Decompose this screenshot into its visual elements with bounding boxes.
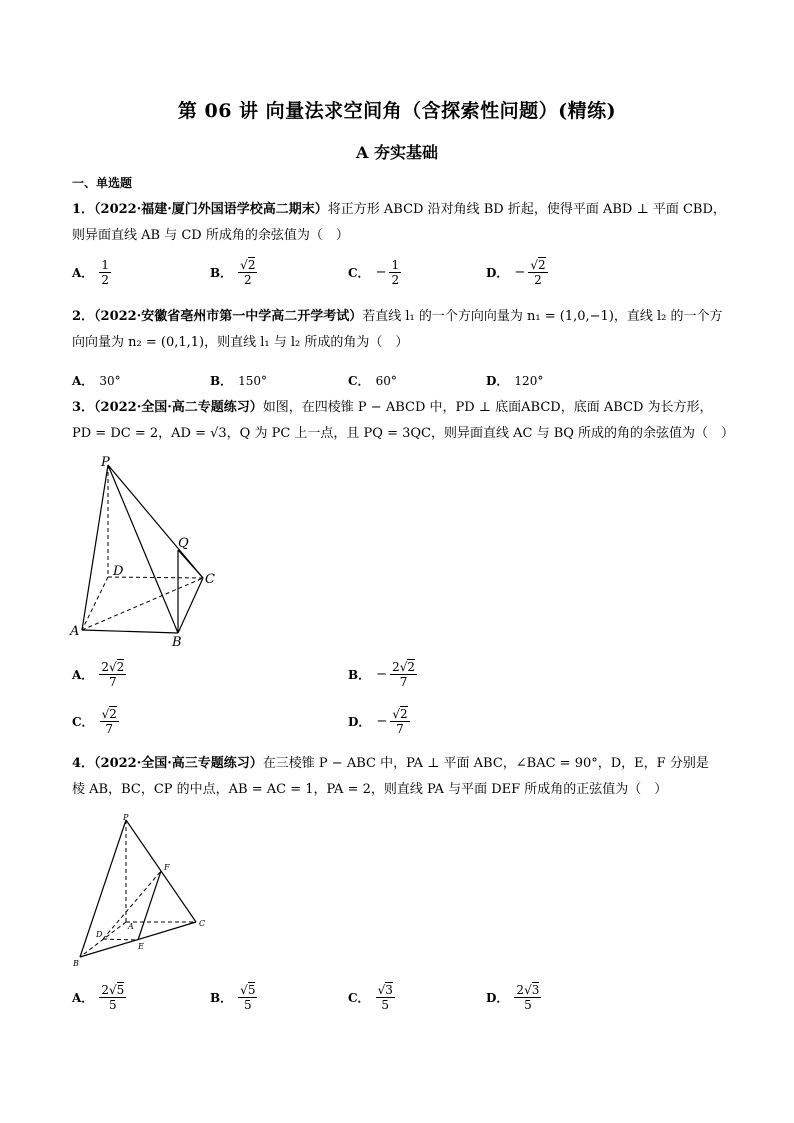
option-b[interactable]: B． 150°: [210, 373, 268, 388]
question-text: 将正方形 ABCD 沿对角线 BD 折起，使得平面 ABD ⊥ 平面 CBD，: [327, 202, 726, 217]
question-text: 向向量为 n₂ = (0,1,1)，则直线 l₁ 与 l₂ 所成的角为（ ）: [72, 335, 409, 350]
vertex-label: D: [96, 930, 103, 939]
question-number: 2．: [72, 309, 95, 324]
question-1: [72, 197, 732, 249]
vertex-label: B: [73, 959, 79, 968]
vertex-label: P: [101, 455, 110, 470]
option-a[interactable]: A． $\frac{1}{2}$: [72, 258, 109, 287]
question-source: （2022·全国·高三专题练习）: [94, 756, 263, 771]
question-number: 4．: [72, 756, 95, 771]
question-3: [72, 395, 735, 447]
question-number: 1．: [72, 202, 95, 217]
fraction: $\frac{√5}{5}$: [240, 983, 256, 1012]
option-a[interactable]: A． $\frac{2√2}{7}$: [72, 660, 125, 689]
vertex-label: Q: [178, 536, 189, 551]
fraction: $\frac{2√3}{5}$: [516, 983, 540, 1012]
tetrahedron-figure: [68, 812, 218, 972]
vertex-label: D: [113, 564, 124, 579]
vertex-label: A: [128, 922, 134, 931]
option-a[interactable]: A． 30°: [72, 373, 121, 388]
question-2: [72, 304, 732, 356]
option-c[interactable]: C． 60°: [348, 373, 397, 388]
vertex-label: E: [138, 942, 144, 951]
fraction: $\frac{√2}{7}$: [101, 707, 117, 736]
vertex-label: B: [172, 635, 182, 650]
vertex-label: A: [70, 624, 80, 639]
fraction: $\frac{√2}{7}$: [392, 707, 408, 736]
question-text: 如图，在四棱锥 P − ABCD 中，PD ⊥ 底面ABCD，底面 ABCD 为长方形，: [262, 400, 713, 415]
vertex-label: C: [199, 919, 206, 928]
fraction: $\frac{2√5}{5}$: [101, 983, 125, 1012]
option-b[interactable]: B． − $\frac{2√2}{7}$: [348, 660, 415, 689]
fraction: $\frac{√2}{2}$: [530, 258, 546, 287]
option-d[interactable]: D． − $\frac{√2}{2}$: [486, 258, 546, 287]
option-c[interactable]: C． − $\frac{1}{2}$: [348, 258, 400, 287]
question-text: 若直线 l₁ 的一个方向向量为 n₁ = (1,0,−1)，直线 l₂ 的一个方: [362, 309, 723, 324]
fraction: $\frac{√3}{5}$: [377, 983, 393, 1012]
fraction: $\frac{1}{2}$: [101, 258, 109, 287]
option-d[interactable]: D． − $\frac{√2}{7}$: [348, 707, 408, 736]
section-heading: 一、单选题: [72, 176, 133, 190]
fraction: $\frac{2√2}{7}$: [392, 660, 415, 689]
vertex-label: C: [205, 572, 215, 587]
pyramid-figure: [60, 455, 240, 650]
page-title: 第 06 讲 向量法求空间角（含探索性问题）(精练): [177, 100, 617, 122]
option-c[interactable]: C． $\frac{√2}{7}$: [72, 707, 117, 736]
option-a[interactable]: A． $\frac{2√5}{5}$: [72, 983, 125, 1012]
question-number: 3．: [72, 400, 95, 415]
question-source: （2022·安徽省亳州市第一中学高二开学考试）: [94, 309, 363, 324]
fraction: $\frac{1}{2}$: [391, 258, 400, 287]
question-text: 在三棱锥 P − ABC 中，PA ⊥ 平面 ABC，∠BAC = 90°，D，E，F 分别是: [262, 756, 709, 771]
fraction: $\frac{2√2}{7}$: [101, 660, 125, 689]
option-b[interactable]: B． $\frac{√2}{2}$: [210, 258, 256, 287]
question-source: （2022·全国·高二专题练习）: [94, 400, 263, 415]
vertex-label: P: [123, 813, 129, 822]
page-subtitle: A 夯实基础: [356, 143, 438, 162]
fraction: $\frac{√2}{2}$: [240, 258, 256, 287]
question-text: 棱 AB，BC，CP 的中点，AB = AC = 1，PA = 2，则直线 PA 与平面 DEF 所成角的正弦值为（ ）: [72, 782, 668, 797]
option-d[interactable]: D． $\frac{2√3}{5}$: [486, 983, 540, 1012]
option-c[interactable]: C． $\frac{√3}{5}$: [348, 983, 393, 1012]
option-d[interactable]: D． 120°: [486, 373, 544, 388]
question-source: （2022·福建·厦门外国语学校高二期末）: [94, 202, 328, 217]
question-text: 则异面直线 AB 与 CD 所成角的余弦值为（ ）: [72, 228, 349, 243]
vertex-label: F: [164, 863, 170, 872]
option-b[interactable]: B． $\frac{√5}{5}$: [210, 983, 256, 1012]
question-text: PD = DC = 2，AD = √3，Q 为 PC 上一点，且 PQ = 3QC，则异面直线 AC 与 BQ 所成的角的余弦值为（ ）: [72, 426, 735, 441]
question-4: [72, 751, 732, 803]
